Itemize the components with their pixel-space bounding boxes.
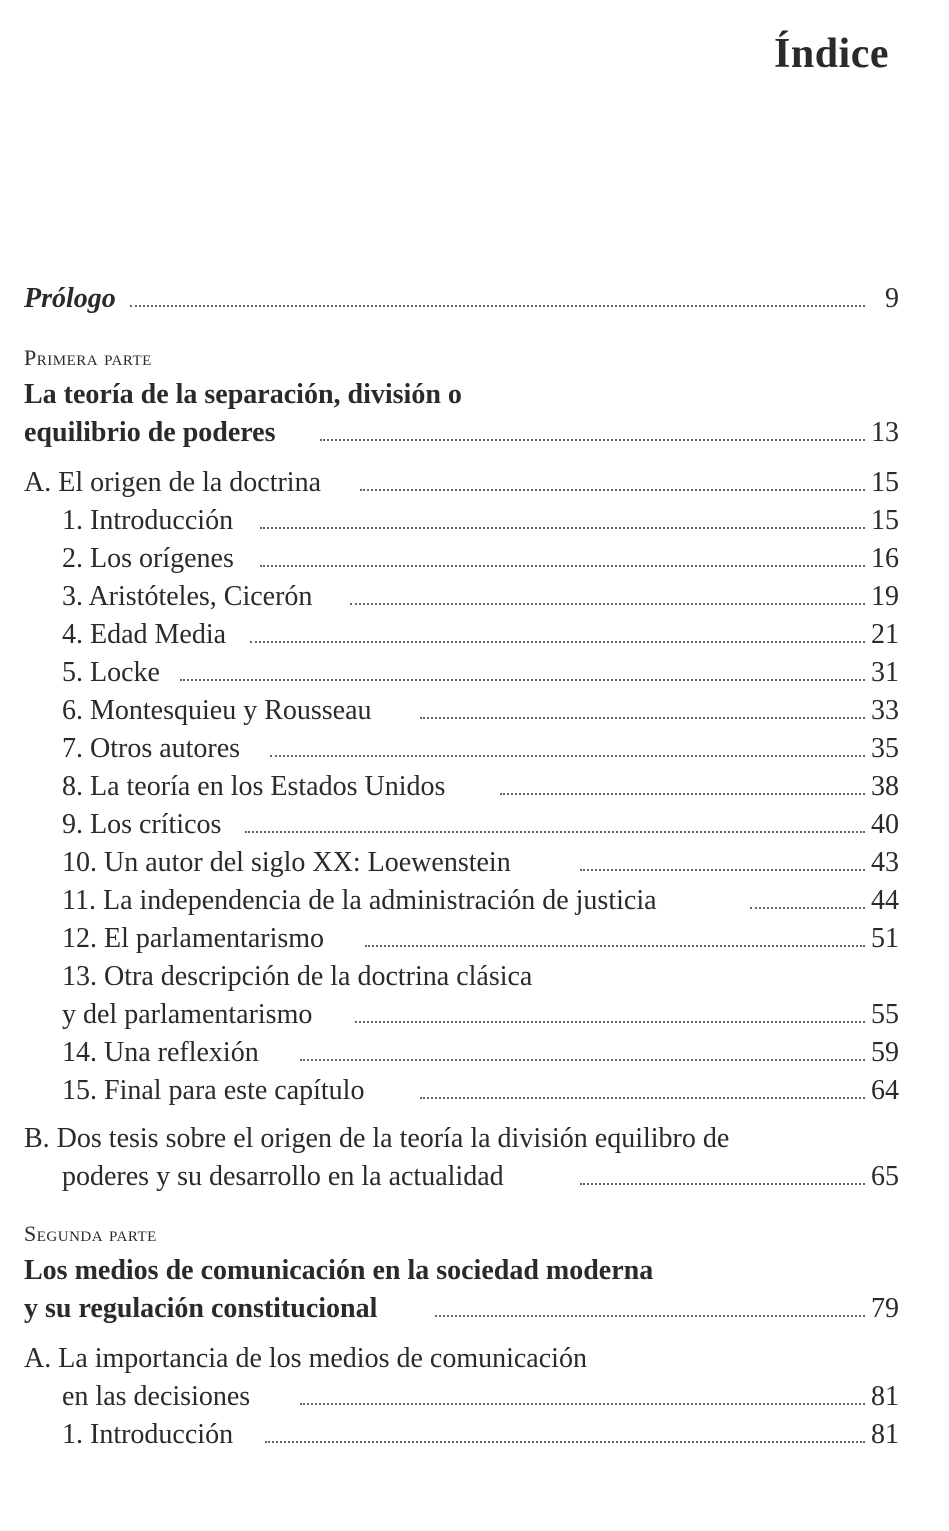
toc-entry-page: 38 [867, 770, 899, 804]
toc-entry-part2 [0, 1292, 949, 1326]
toc-entry-label: 6. Montesquieu y Rousseau [62, 694, 378, 728]
toc-entry-label: 15. Final para este capítulo [62, 1074, 370, 1108]
toc-entry-page: 15 [867, 504, 899, 538]
toc-entry [0, 580, 949, 614]
dot-leader [300, 1403, 865, 1405]
toc-entry-page: 81 [867, 1380, 899, 1414]
dot-leader [260, 527, 865, 529]
toc-entry-label: y del parlamentarismo [62, 998, 318, 1032]
toc-entry-page: 79 [867, 1292, 899, 1326]
toc-entry-label: 5. Locke [62, 656, 166, 690]
toc-entry [0, 998, 949, 1032]
toc-entry [0, 656, 949, 690]
part-title-line1: Los medios de comunicación en la sociedad moderna [24, 1255, 654, 1286]
toc-entry-label: 4. Edad Media [62, 618, 232, 652]
dot-leader [260, 565, 865, 567]
toc-entry-page: 9 [881, 282, 899, 316]
toc-entry-page: 65 [867, 1160, 899, 1194]
toc-entry [0, 542, 949, 576]
toc-entry [0, 618, 949, 652]
toc-entry-section-a [0, 466, 949, 500]
toc-entry-page: 15 [867, 466, 899, 500]
toc-entry-section-b [0, 1160, 949, 1194]
toc-entry-label: 8. La teoría en los Estados Unidos [62, 770, 451, 804]
toc-entry-prologo [0, 282, 949, 316]
toc-entry [0, 1074, 949, 1108]
toc-entry-label: 10. Un autor del siglo XX: Loewenstein [62, 846, 517, 880]
dot-leader [265, 1441, 865, 1443]
dot-leader [300, 1059, 865, 1061]
toc-entry-label: 14. Una reflexión [62, 1036, 265, 1070]
toc-entry [0, 732, 949, 766]
toc-entry-page: 55 [867, 998, 899, 1032]
toc-entry-label: Prólogo [24, 282, 122, 316]
toc-entry [0, 1380, 949, 1414]
toc-entry [0, 1418, 949, 1452]
dot-leader [580, 1183, 865, 1185]
dot-leader [500, 793, 865, 795]
toc-entry-page: 40 [867, 808, 899, 842]
toc-entry [0, 504, 949, 538]
dot-leader [580, 869, 865, 871]
toc-entry-label: 1. Introducción [62, 504, 239, 538]
dot-leader [435, 1315, 865, 1317]
toc-entry-label: 9. Los críticos [62, 808, 227, 842]
toc-entry-label: 7. Otros autores [62, 732, 246, 766]
toc-entry-label: equilibrio de poderes [24, 416, 282, 450]
toc-entry-line1: A. La importancia de los medios de comunicación [24, 1343, 587, 1374]
toc-entry-line1: B. Dos tesis sobre el origen de la teoría la división equilibro de [24, 1123, 730, 1154]
toc-entry [0, 884, 949, 918]
dot-leader [420, 717, 865, 719]
toc-entry-label: 2. Los orígenes [62, 542, 240, 576]
toc-entry [0, 694, 949, 728]
toc-entry [0, 770, 949, 804]
toc-entry [0, 922, 949, 956]
toc-entry-page: 81 [867, 1418, 899, 1452]
dot-leader [270, 755, 865, 757]
dot-leader [320, 439, 865, 441]
page-title: Índice [773, 31, 889, 77]
dot-leader [750, 907, 865, 909]
toc-entry-label: A. El origen de la doctrina [24, 466, 327, 500]
toc-entry-label: 12. El parlamentarismo [62, 922, 330, 956]
toc-entry-page: 44 [867, 884, 899, 918]
toc-entry-page: 31 [867, 656, 899, 690]
toc-entry-page: 33 [867, 694, 899, 728]
toc-entry [0, 808, 949, 842]
toc-entry-page: 21 [867, 618, 899, 652]
dot-leader [180, 679, 865, 681]
toc-entry [0, 1036, 949, 1070]
toc-entry-page: 35 [867, 732, 899, 766]
toc-entry-page: 19 [867, 580, 899, 614]
dot-leader [355, 1021, 865, 1023]
toc-entry-label: y su regulación constitucional [24, 1292, 383, 1326]
part-title-line1: La teoría de la separación, división o [24, 379, 462, 410]
toc-entry-label: en las decisiones [62, 1380, 256, 1414]
toc-entry-part1 [0, 416, 949, 450]
toc-entry-page: 13 [867, 416, 899, 450]
toc-entry-page: 59 [867, 1036, 899, 1070]
toc-entry-line1: 13. Otra descripción de la doctrina clásica [62, 961, 533, 992]
dot-leader [130, 305, 865, 307]
toc-entry-label: 1. Introducción [62, 1418, 239, 1452]
dot-leader [245, 831, 865, 833]
toc-entry-label: 3. Aristóteles, Cicerón [62, 580, 318, 614]
toc-entry-page: 16 [867, 542, 899, 576]
toc-entry [0, 846, 949, 880]
toc-entry-label: poderes y su desarrollo en la actualidad [62, 1160, 510, 1194]
toc-entry-page: 64 [867, 1074, 899, 1108]
part-heading: Segunda parte [24, 1221, 157, 1246]
toc-entry-page: 43 [867, 846, 899, 880]
dot-leader [350, 603, 865, 605]
toc-entry-label: 11. La independencia de la administración de justicia [62, 884, 663, 918]
dot-leader [420, 1097, 865, 1099]
dot-leader [250, 641, 865, 643]
part-heading: Primera parte [24, 345, 152, 370]
dot-leader [360, 489, 865, 491]
toc-entry-page: 51 [867, 922, 899, 956]
dot-leader [365, 945, 865, 947]
